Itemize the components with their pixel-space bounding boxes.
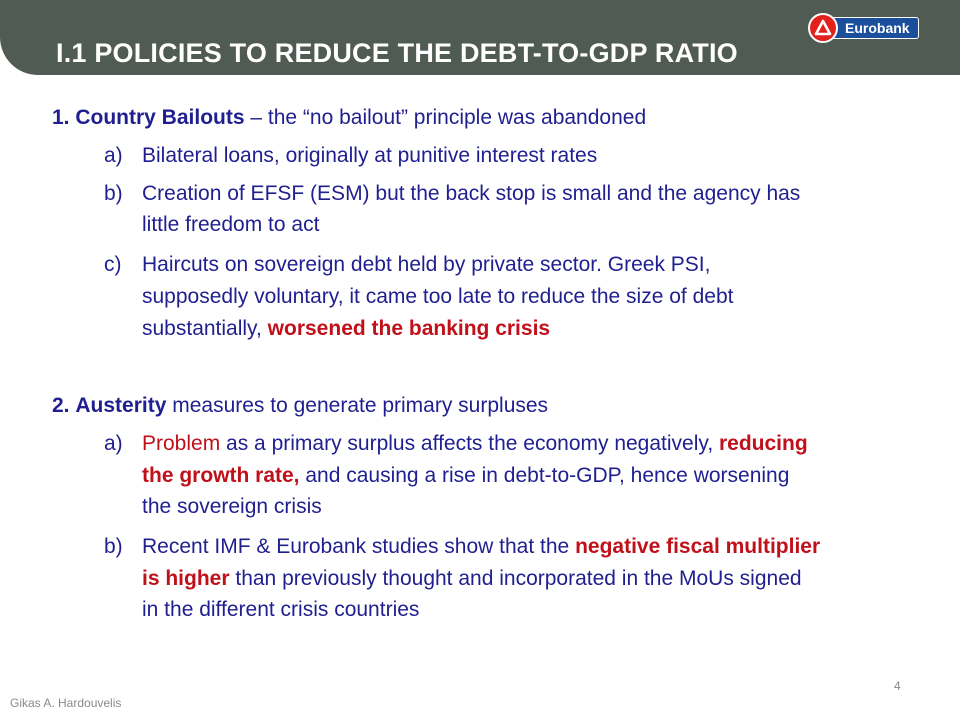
- section2-item-b-line3: in the different crisis countries: [142, 598, 420, 621]
- section1-heading-rest: – the “no bailout” principle was abandoned: [244, 106, 647, 129]
- section2-heading: Austerity: [75, 394, 167, 417]
- section1-item-c-line2: supposedly voluntary, it came too late to reduce the size of debt: [142, 285, 734, 308]
- section1-item-b-line1: Creation of EFSF (ESM) but the back stop is small and the agency has: [142, 182, 801, 205]
- section2-item-a-line1-text: as a primary surplus affects the economy negatively,: [220, 432, 719, 455]
- section2-number: 2.: [52, 394, 70, 417]
- page-number: 4: [894, 679, 901, 693]
- section1-item-a: [104, 142, 123, 170]
- section1-item-a-text: Bilateral loans, originally at punitive interest rates: [142, 144, 598, 167]
- section2-item-b-line2: [142, 565, 802, 593]
- section1-item-c-line1: Haircuts on sovereign debt held by private sector. Greek PSI,: [142, 253, 711, 276]
- section2-item-b: [104, 533, 123, 561]
- list-letter: c): [104, 253, 122, 276]
- section2-item-a-line3: the sovereign crisis: [142, 495, 322, 518]
- section2-item-a-line2: [142, 462, 789, 490]
- section2-heading-line: [52, 392, 548, 420]
- highlight-text: negative fiscal multiplier: [575, 535, 821, 558]
- section2-item-a: [104, 430, 123, 458]
- highlight-text: the growth rate,: [142, 464, 300, 487]
- author-name: Gikas A. Hardouvelis: [10, 696, 122, 710]
- section2-item-a-line2-text: and causing a rise in debt-to-GDP, hence worsening: [299, 464, 790, 487]
- list-letter: b): [104, 535, 123, 558]
- section2-item-b-line2-text: than previously thought and incorporated in the MoUs signed: [229, 567, 802, 590]
- section1-item-c: [104, 251, 122, 279]
- section2-item-a-line1: [142, 430, 808, 458]
- section2-item-b-line1-text: Recent IMF & Eurobank studies show that the: [142, 535, 576, 558]
- section2-heading-rest: measures to generate primary surpluses: [166, 394, 549, 417]
- highlight-text: is higher: [142, 567, 230, 590]
- section1-item-c-line3: [142, 315, 550, 343]
- section1-item-b: [104, 180, 123, 208]
- slide-title: I.1 POLICIES TO REDUCE THE DEBT-TO-GDP RATIO: [56, 38, 738, 68]
- highlight-text: Problem: [142, 432, 221, 455]
- list-letter: a): [104, 144, 123, 167]
- section1-item-b-line2: little freedom to act: [142, 213, 320, 236]
- section1-item-c-line3-text: substantially,: [142, 317, 268, 340]
- eurobank-logo-text: Eurobank: [830, 17, 919, 39]
- section2-item-b-line1: [142, 533, 820, 561]
- section1-heading-line: [52, 104, 646, 132]
- section1-heading: Country Bailouts: [75, 106, 245, 129]
- highlight-text: reducing: [719, 432, 808, 455]
- list-letter: a): [104, 432, 123, 455]
- section1-number: 1.: [52, 106, 70, 129]
- list-letter: b): [104, 182, 123, 205]
- highlight-text: worsened the banking crisis: [267, 317, 551, 340]
- eurobank-logo-icon: [808, 13, 838, 43]
